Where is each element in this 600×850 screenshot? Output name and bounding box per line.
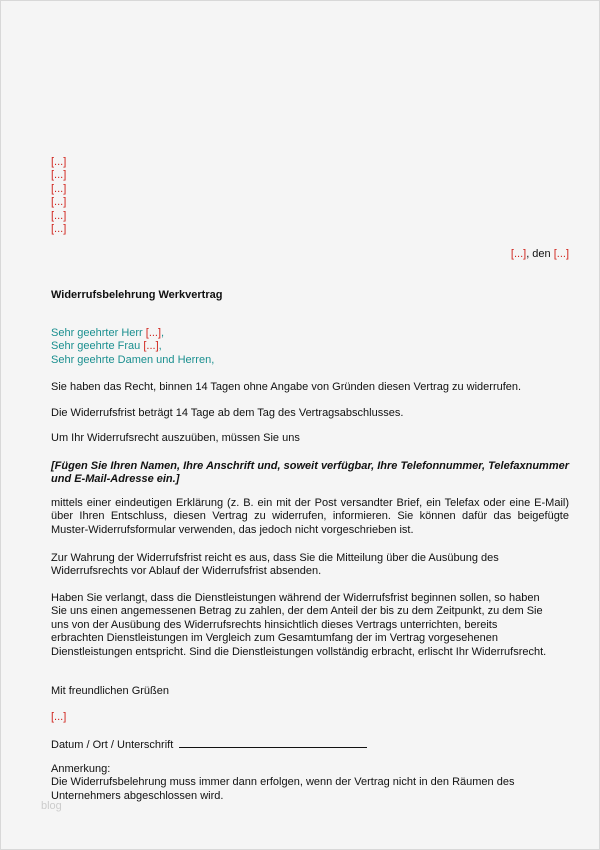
paragraph-timeliness — [51, 552, 569, 579]
address-line: [...] — [51, 223, 67, 236]
salutation-general: Sehr geehrte Damen und Herren, — [51, 353, 215, 366]
text-line: Zur Wahrung der Widerrufsfrist reicht es aus, dass Sie die Mitteilung über die Ausübung des — [51, 552, 499, 564]
paragraph-right: Sie haben das Recht, binnen 14 Tagen ohne Angabe von Gründen diesen Vertrag zu widerrufen. — [51, 381, 522, 393]
salutation-comma: , — [158, 340, 162, 353]
paragraph-deadline: Die Widerrufsfrist beträgt 14 Tage ab dem Tag des Vertragsabschlusses. — [51, 407, 404, 419]
paragraph-declaration: mittels einer eindeutigen Erklärung (z. B. ein mit der Post versandter Brief, ein Telefax oder eine E-Mail) über Ihren Entschluss, diesen Vertrag zu widerrufen, informieren. Sie können dafür das beigefügte Muster-Widerrufsformular verwenden, das jedoch nicht vorgeschrieben ist. — [51, 497, 569, 536]
address-line: [...] — [51, 196, 67, 209]
signature-label: Datum / Ort / Unterschrift — [51, 739, 174, 751]
text-line: uns von der Ausübung des Widerrufsrechts hinsichtlich dieses Vertrags unterrichten, bereits — [51, 618, 498, 631]
salutations — [51, 327, 569, 367]
text-line: Sie uns einen angemessenen Betrag zu zahlen, der dem Anteil der bis zu dem Zeitpunkt, zu dem Sie — [51, 605, 543, 618]
paragraph-services — [51, 592, 569, 659]
text-line: Haben Sie verlangt, dass die Dienstleistungen während der Widerrufsfrist beginnen sollen, so haben — [51, 592, 540, 604]
text-line: Unternehmers abgeschlossen wird. — [51, 789, 224, 802]
address-line: [...] — [51, 209, 67, 222]
name-placeholder: [...] — [143, 340, 159, 353]
signature-placeholder: [...] — [51, 711, 67, 723]
signature-field[interactable] — [179, 737, 367, 748]
address-line: [...] — [51, 156, 67, 168]
note — [51, 763, 569, 803]
paragraph-exercise: Um Ihr Widerrufsrecht auszuüben, müssen Sie uns — [51, 432, 300, 444]
date-placeholder: [...] — [553, 248, 569, 260]
text-line: Widerrufsrechts vor Ablauf der Widerrufsfrist absenden. — [51, 565, 322, 578]
salutation-comma: , — [161, 327, 165, 339]
text-line: erbrachten Dienstleistungen im Vergleich zum Gesamtumfang der im Vertrag vorgesehenen — [51, 632, 498, 645]
text-line: Die Widerrufsbelehrung muss immer dann erfolgen, wenn der Vertrag nicht in den Räumen des — [51, 776, 515, 789]
date-separator: , den — [526, 248, 554, 260]
name-placeholder: [...] — [145, 327, 162, 339]
salutation-herr — [51, 327, 569, 340]
paragraph-insert-contact: [Fügen Sie Ihren Namen, Ihre Anschrift und, soweit verfügbar, Ihre Telefonnummer, Telefaxnummer und E-Mail-Adresse ein.] — [51, 460, 569, 486]
salutation-text: Sehr geehrter Herr — [51, 327, 146, 339]
salutation-text: Sehr geehrte Frau — [51, 340, 144, 353]
address-line: [...] — [51, 169, 67, 182]
address-line: [...] — [51, 182, 67, 195]
text-line: Dienstleistungen entspricht. Sind die Dienstleistungen vollständig erbracht, erlischt Ihr Widerrufsrecht. — [51, 645, 547, 658]
document-title: Widerrufsbelehrung Werkvertrag — [51, 289, 223, 301]
place-placeholder: [...] — [510, 248, 527, 260]
date-line — [51, 248, 569, 261]
salutation-frau — [51, 340, 569, 353]
note-label: Anmerkung: — [51, 763, 111, 775]
recipient-address — [51, 156, 569, 236]
signature-line — [51, 737, 569, 752]
closing: Mit freundlichen Grüßen — [51, 685, 169, 697]
watermark: blog — [41, 800, 62, 812]
